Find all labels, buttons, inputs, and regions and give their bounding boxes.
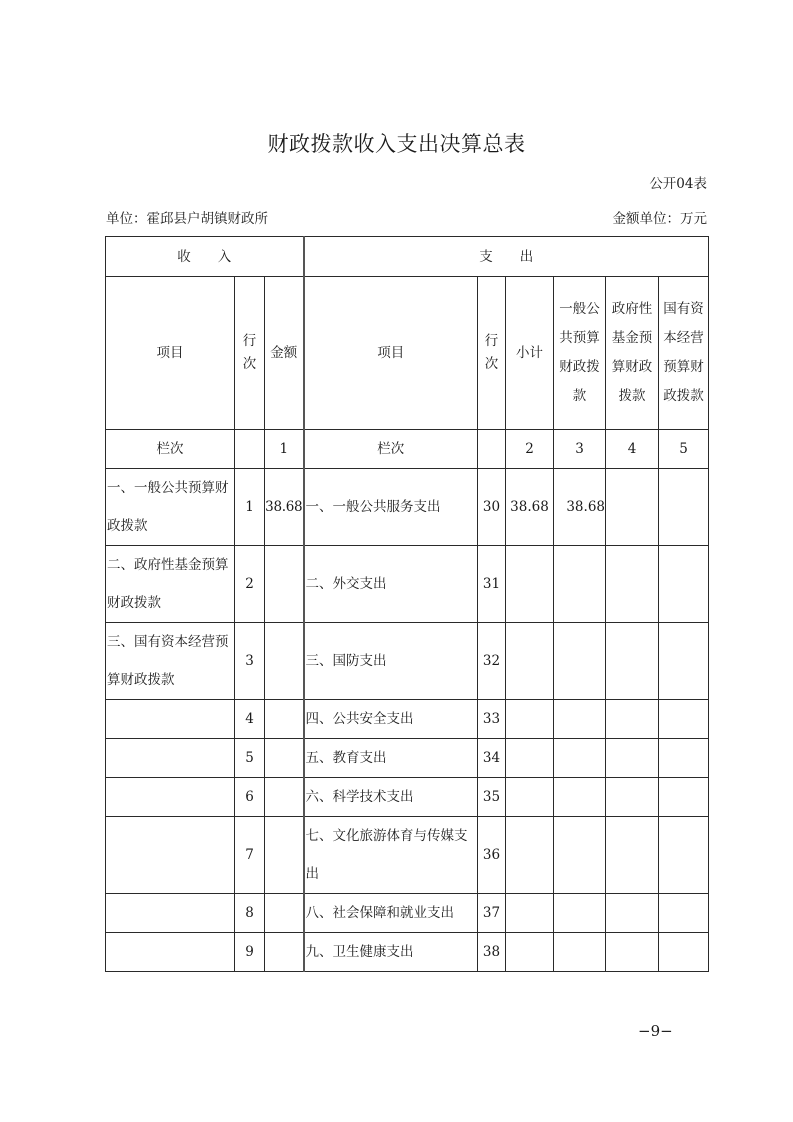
cell-exp-item: 四、公共安全支出 (304, 700, 478, 739)
cell-exp-line: 34 (478, 739, 506, 778)
reporting-unit: 单位：霍邱县户胡镇财政所 (106, 211, 268, 227)
cell-gov-fund (606, 469, 659, 546)
cell-income-amount (265, 817, 304, 894)
cell-subtotal (506, 894, 554, 933)
index-income-line (235, 430, 265, 469)
cell-gov-fund (606, 623, 659, 700)
cell-exp-line: 36 (478, 817, 506, 894)
cell-general-budget (554, 817, 606, 894)
column-header-row (106, 277, 709, 430)
cell-income-amount: 38.68 (265, 469, 304, 546)
cell-gov-fund (606, 817, 659, 894)
cell-exp-line: 35 (478, 778, 506, 817)
table-row (106, 469, 709, 546)
cell-subtotal (506, 739, 554, 778)
cell-exp-item: 二、外交支出 (304, 546, 478, 623)
cell-income-item (106, 778, 235, 817)
cell-general-budget: 38.68 (554, 469, 606, 546)
index-exp-line (478, 430, 506, 469)
cell-income-line: 8 (235, 894, 265, 933)
cell-income-item: 一、一般公共预算财政拨款 (106, 469, 235, 546)
table-row (106, 894, 709, 933)
cell-income-line: 9 (235, 933, 265, 972)
expenditure-section-header: 支 出 (304, 237, 709, 277)
amount-unit: 金额单位：万元 (612, 211, 707, 227)
cell-income-amount (265, 700, 304, 739)
cell-exp-line: 33 (478, 700, 506, 739)
cell-exp-item: 六、科学技术支出 (304, 778, 478, 817)
index-general-budget: 3 (554, 430, 606, 469)
cell-income-line: 2 (235, 546, 265, 623)
index-gov-fund: 4 (606, 430, 659, 469)
cell-state-capital (659, 894, 709, 933)
header-income-line-text: 行 次 (242, 333, 257, 372)
cell-exp-item: 一、一般公共服务支出 (304, 469, 478, 546)
cell-income-item: 三、国有资本经营预算财政拨款 (106, 623, 235, 700)
cell-exp-item: 三、国防支出 (304, 623, 478, 700)
column-index-row (106, 430, 709, 469)
cell-gov-fund (606, 546, 659, 623)
cell-income-amount (265, 739, 304, 778)
header-subtotal: 小计 (506, 277, 554, 430)
cell-subtotal (506, 817, 554, 894)
cell-income-amount (265, 933, 304, 972)
cell-subtotal: 38.68 (506, 469, 554, 546)
cell-subtotal (506, 778, 554, 817)
cell-state-capital (659, 817, 709, 894)
cell-exp-line: 37 (478, 894, 506, 933)
cell-income-line: 7 (235, 817, 265, 894)
cell-exp-item: 九、卫生健康支出 (304, 933, 478, 972)
header-exp-line-text: 行 次 (484, 333, 499, 372)
cell-income-amount (265, 894, 304, 933)
header-income-amount: 金额 (265, 277, 304, 430)
section-header-row (106, 237, 709, 277)
cell-gov-fund (606, 739, 659, 778)
cell-state-capital (659, 778, 709, 817)
cell-subtotal (506, 700, 554, 739)
cell-general-budget (554, 623, 606, 700)
header-income-line (235, 277, 265, 430)
header-exp-line (478, 277, 506, 430)
header-income-item: 项目 (106, 277, 235, 430)
cell-gov-fund (606, 894, 659, 933)
cell-state-capital (659, 700, 709, 739)
cell-general-budget (554, 778, 606, 817)
cell-exp-line: 30 (478, 469, 506, 546)
cell-income-line: 6 (235, 778, 265, 817)
index-state-capital: 5 (659, 430, 709, 469)
cell-income-item (106, 739, 235, 778)
cell-income-item (106, 933, 235, 972)
cell-income-line: 1 (235, 469, 265, 546)
cell-gov-fund (606, 933, 659, 972)
cell-income-amount (265, 546, 304, 623)
cell-general-budget (554, 546, 606, 623)
cell-state-capital (659, 623, 709, 700)
cell-general-budget (554, 739, 606, 778)
cell-income-line: 3 (235, 623, 265, 700)
table-row (106, 739, 709, 778)
cell-income-line: 5 (235, 739, 265, 778)
table-row (106, 623, 709, 700)
index-income-amount: 1 (265, 430, 304, 469)
table-row (106, 700, 709, 739)
cell-gov-fund (606, 700, 659, 739)
header-gov-fund-text: 政府性 基金预 算财政 拨款 (611, 301, 653, 404)
cell-income-line: 4 (235, 700, 265, 739)
table-row (106, 933, 709, 972)
cell-state-capital (659, 546, 709, 623)
form-number: 公开04表 (649, 176, 707, 192)
index-income-item: 栏次 (106, 430, 235, 469)
cell-income-item (106, 894, 235, 933)
cell-subtotal (506, 623, 554, 700)
header-state-capital (659, 277, 709, 430)
cell-general-budget (554, 700, 606, 739)
cell-exp-line: 32 (478, 623, 506, 700)
header-state-capital-text: 国有资 本经营 预算财 政拨款 (663, 301, 704, 404)
cell-exp-line: 31 (478, 546, 506, 623)
page-number: −9− (638, 1022, 673, 1040)
cell-subtotal (506, 546, 554, 623)
index-exp-item: 栏次 (304, 430, 478, 469)
cell-exp-item: 五、教育支出 (304, 739, 478, 778)
cell-general-budget (554, 894, 606, 933)
header-gov-fund (606, 277, 659, 430)
cell-state-capital (659, 739, 709, 778)
fiscal-appropriation-table (105, 236, 709, 972)
header-general-budget-text: 一般公 共预算 财政拨 款 (559, 301, 600, 404)
header-exp-item: 项目 (304, 277, 478, 430)
cell-state-capital (659, 469, 709, 546)
cell-state-capital (659, 933, 709, 972)
cell-subtotal (506, 933, 554, 972)
cell-income-item (106, 817, 235, 894)
header-general-budget (554, 277, 606, 430)
income-section-header: 收 入 (106, 237, 304, 277)
cell-income-item (106, 700, 235, 739)
cell-income-item: 二、政府性基金预算财政拨款 (106, 546, 235, 623)
cell-gov-fund (606, 778, 659, 817)
cell-income-amount (265, 623, 304, 700)
cell-general-budget (554, 933, 606, 972)
cell-exp-line: 38 (478, 933, 506, 972)
cell-exp-item: 七、文化旅游体育与传媒支出 (304, 817, 478, 894)
cell-exp-item: 八、社会保障和就业支出 (304, 894, 478, 933)
table-row (106, 546, 709, 623)
cell-income-amount (265, 778, 304, 817)
table-row (106, 817, 709, 894)
index-subtotal: 2 (506, 430, 554, 469)
table-row (106, 778, 709, 817)
document-title: 财政拨款收入支出决算总表 (267, 132, 526, 156)
